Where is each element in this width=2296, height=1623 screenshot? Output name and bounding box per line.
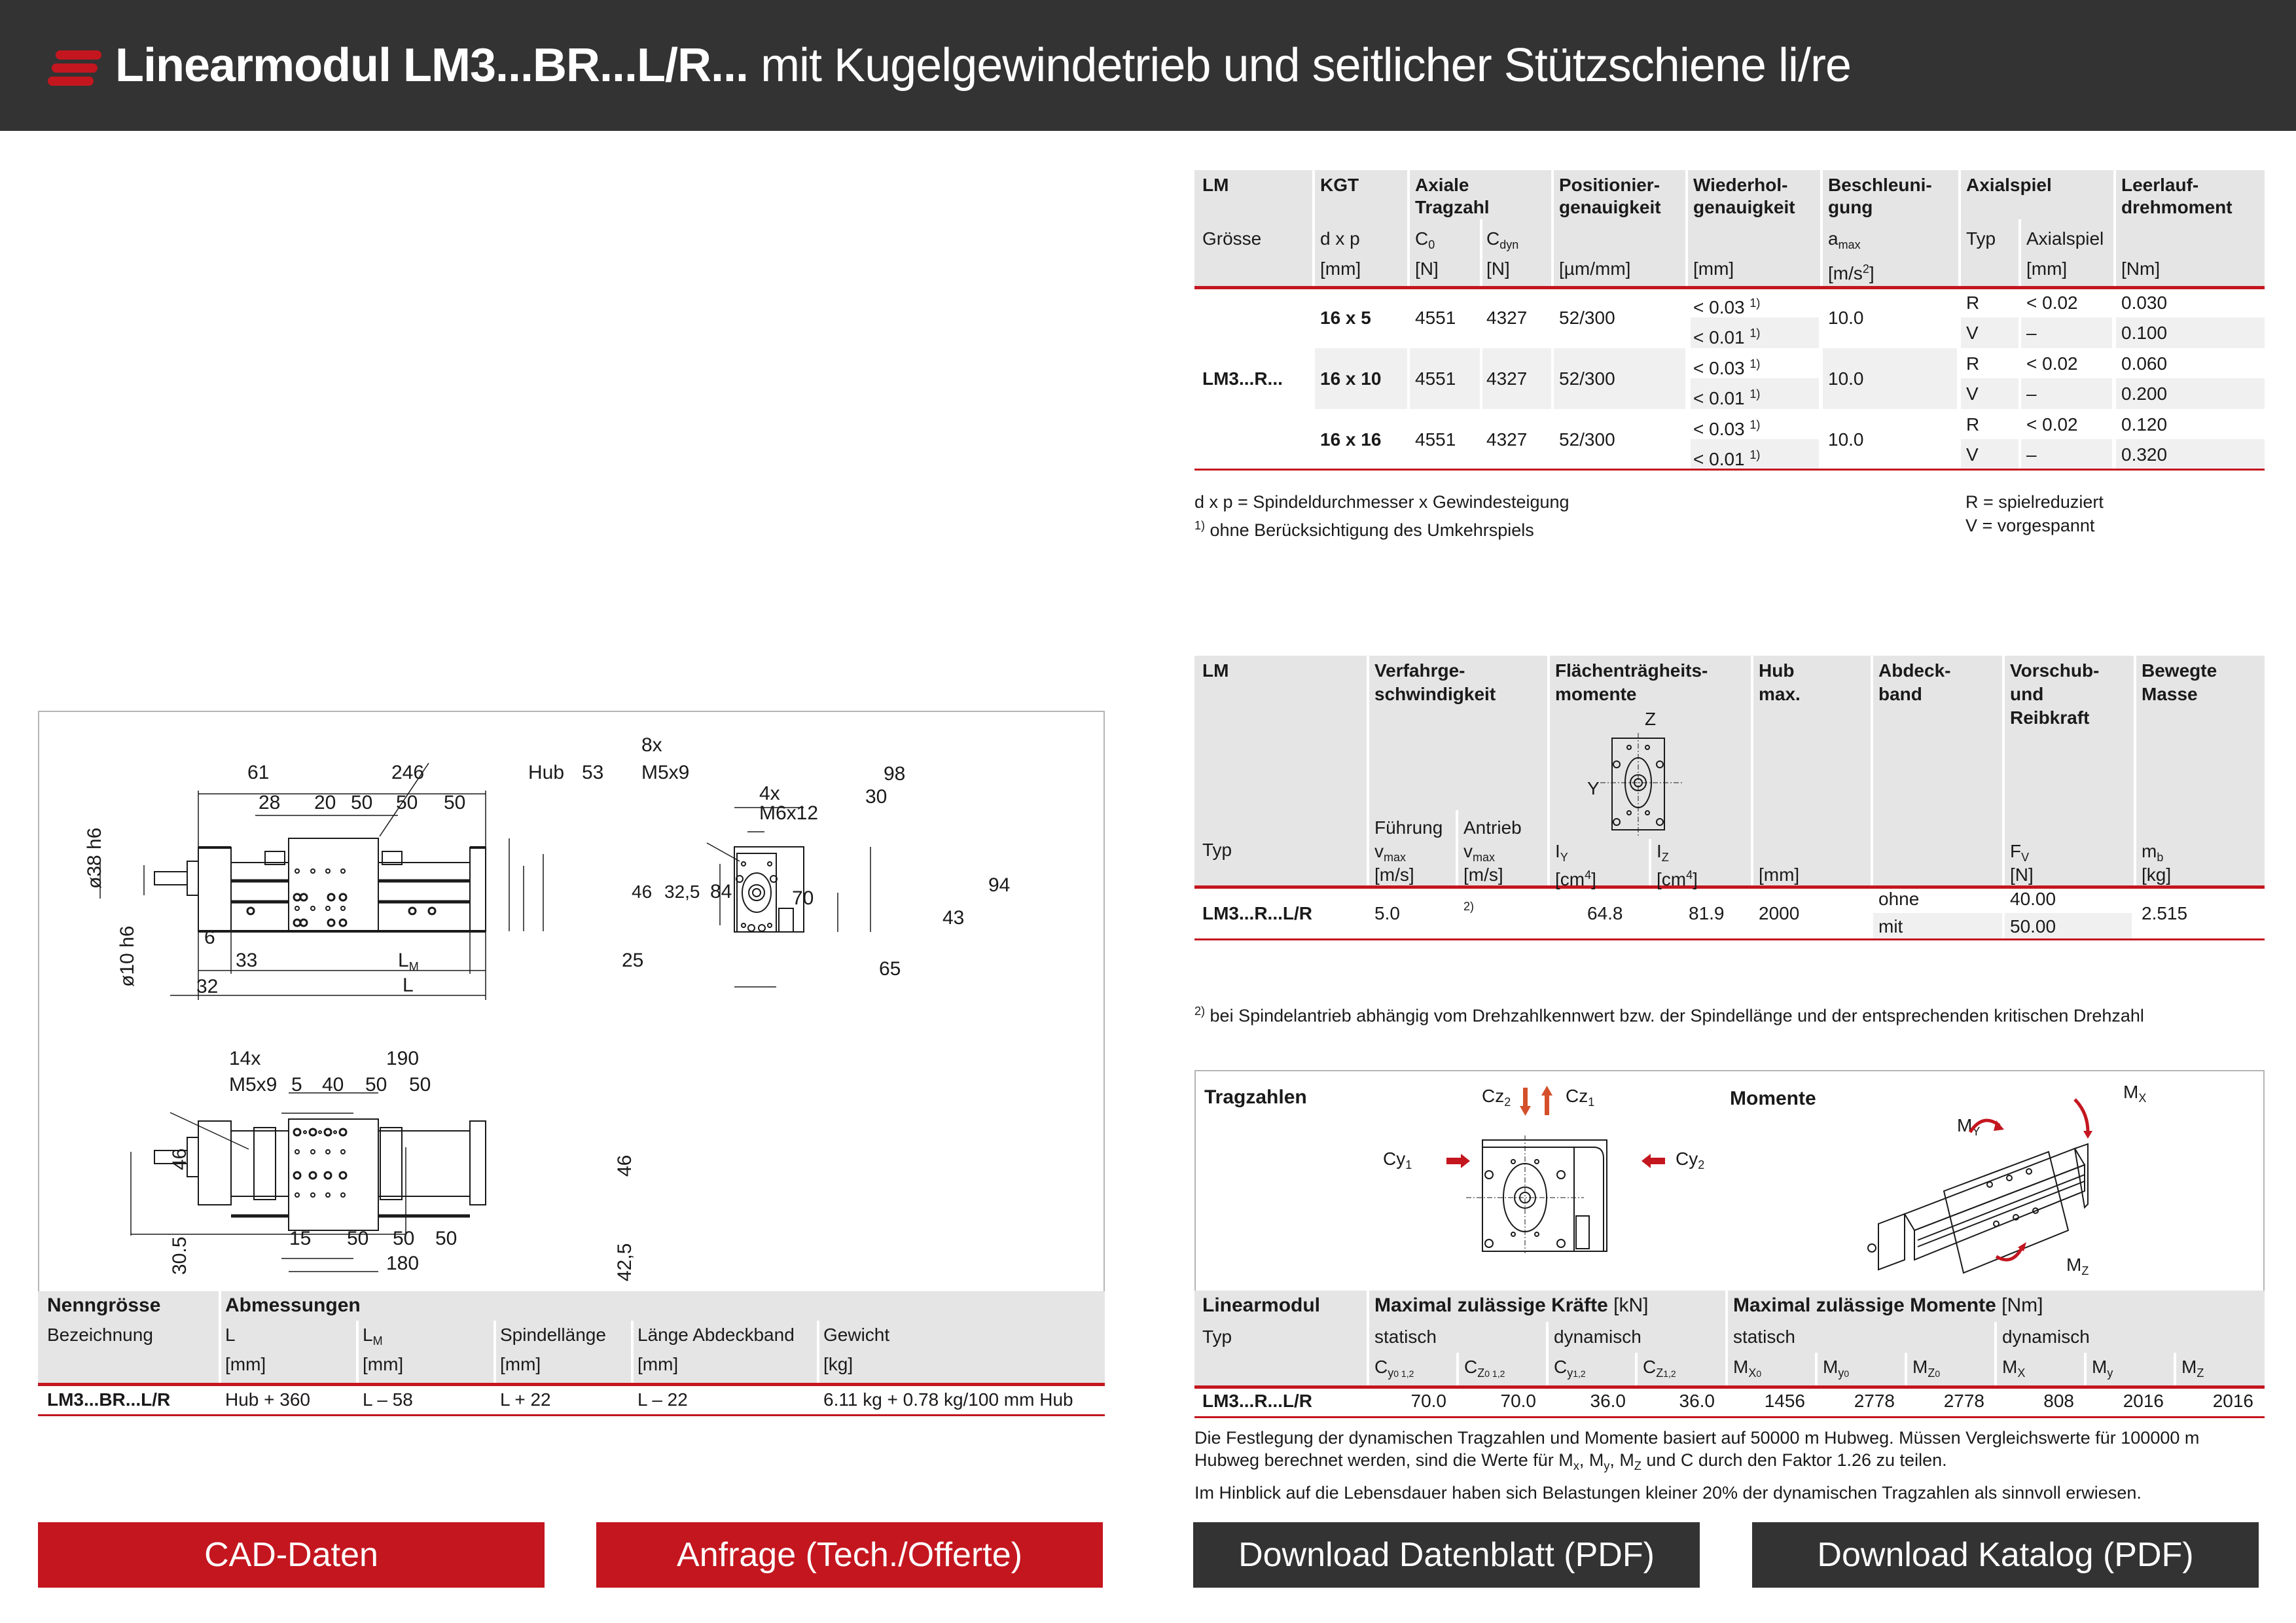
row-l: Hub + 360 — [225, 1389, 310, 1410]
h-wdh-unit: [mm] — [1693, 259, 1734, 279]
load-col-header: $C_{y1,2}$ — [1554, 1357, 1586, 1380]
bottom-dim-50-e: 50 — [435, 1228, 457, 1249]
mz-label: $M_Z$ — [2066, 1255, 2089, 1277]
h-linearmodul: Linearmodul — [1202, 1294, 1321, 1316]
h-cdyn-unit: [N] — [1486, 259, 1510, 279]
col-lm-unit: [mm] — [363, 1354, 404, 1374]
row-lm: L – 58 — [363, 1389, 413, 1410]
wdh: < 0.01 $^{1)}$ — [1693, 327, 1761, 348]
cy1-label: $Cy_1$ — [1383, 1149, 1412, 1171]
typ: V — [1966, 323, 1979, 343]
h-hub-1: Hub — [1759, 660, 1795, 681]
h-momente-dynamisch: dynamisch — [2002, 1327, 2090, 1347]
drawing-labels — [39, 712, 1103, 1291]
dim-33: 33 — [236, 950, 258, 971]
motion-footnote: $^{2)}$ bei Spindelantrieb abhängig vom Drehzahlkennwert bzw. der Spindellänge und der entsprechenden kritischen Drehzahl — [1194, 1005, 2144, 1026]
h-masse-2: Masse — [2142, 684, 2198, 704]
acc: 10.0 — [1828, 308, 1864, 328]
h-verfahr-2: schwindigkeit — [1374, 684, 1496, 704]
bottom-dim-50-c: 50 — [347, 1228, 369, 1249]
download-catalog-button[interactable]: Download Katalog (PDF) — [1752, 1522, 2259, 1588]
h-pos-2: genauigkeit — [1559, 197, 1661, 217]
cy1-arrow-icon — [1446, 1154, 1470, 1168]
h-vmax-f: $v_{max}$ — [1374, 841, 1407, 864]
dim-dia-10: ø10 h6 — [117, 925, 138, 987]
c0: 4551 — [1415, 429, 1456, 450]
spec-note-footnote: $^{1)}$ ohne Berücksichtigung des Umkehrspiels — [1194, 519, 1534, 540]
h-kgt: KGT — [1320, 175, 1359, 195]
dim-20: 20 — [314, 792, 336, 813]
leerlauf: 0.060 — [2121, 353, 2168, 374]
dim-46: 46 — [632, 882, 653, 902]
kgt: 16 x 5 — [1320, 308, 1371, 328]
bottom-dim-5: 5 — [291, 1074, 302, 1096]
col-gewicht: Gewicht — [823, 1325, 890, 1345]
h-vorschub-1: Vorschub- — [2010, 660, 2100, 681]
cross-section-icon — [1600, 733, 1685, 838]
row-typ: LM3...R...L/R — [1202, 1391, 1312, 1411]
row-gewicht: 6.11 kg + 0.78 kg/100 mm Hub — [823, 1389, 1073, 1410]
col-spindellaenge-unit: [mm] — [500, 1354, 541, 1374]
wdh: < 0.01 $^{1)}$ — [1693, 387, 1761, 408]
dim-50-c: 50 — [444, 792, 466, 813]
module-isometric-diagram — [1859, 1086, 2160, 1283]
row-v-fuehrung: 5.0 — [1374, 903, 1400, 923]
h-antrieb: Antrieb — [1463, 817, 1522, 838]
acc: 10.0 — [1828, 368, 1864, 389]
brand-logo-icon — [46, 48, 105, 88]
h-iz: $I_Z$ — [1657, 841, 1669, 864]
spec-note-r: R = spielreduziert — [1965, 492, 2104, 512]
mx-rotation-arrow-icon — [2075, 1099, 2088, 1132]
row-band-ohne: ohne — [1878, 889, 1920, 909]
load-value: 70.0 — [1410, 1391, 1446, 1411]
load-value: 1456 — [1764, 1391, 1805, 1411]
axis-y-label: Y — [1587, 778, 1600, 798]
h-typ: Typ — [1202, 1327, 1232, 1347]
dim-84: 84 — [710, 881, 732, 902]
col-lm: $L_M$ — [363, 1325, 383, 1347]
end-callout-m6x12: M6x12 — [759, 802, 819, 824]
h-flaechen-2: momente — [1555, 684, 1637, 704]
h-v-unit-f: [m/s] — [1374, 865, 1414, 885]
load-directions-diagram — [1427, 1080, 1689, 1257]
load-col-header: $M_{y0}$ — [1823, 1357, 1850, 1380]
h-kraefte: Maximal zulässige Kräfte [kN] — [1374, 1294, 1649, 1316]
dim-l: L — [403, 974, 414, 996]
page-header — [0, 0, 2296, 131]
h-vorschub-2: und — [2010, 684, 2044, 704]
cy2-label: $Cy_2$ — [1676, 1149, 1705, 1171]
h-mb-unit: [kg] — [2142, 865, 2172, 885]
spec-note-dxp: d x p = Spindeldurchmesser x Gewindesteigung — [1194, 492, 1570, 512]
cdyn: 4327 — [1486, 368, 1528, 389]
mx-label: $M_X$ — [2123, 1082, 2147, 1105]
header-nenngroesse: Nenngrösse — [47, 1294, 161, 1316]
h-vorschub-3: Reibkraft — [2010, 707, 2090, 728]
dim-61: 61 — [247, 762, 270, 783]
wdh: < 0.01 $^{1)}$ — [1693, 448, 1761, 469]
callout-m5x9: M5x9 — [641, 762, 690, 783]
col-bezeichnung: Bezeichnung — [47, 1325, 153, 1345]
load-col-header: $M_{Z0}$ — [1912, 1357, 1941, 1380]
load-note-2: Im Hinblick auf die Lebensdauer haben sich Belastungen kleiner 20% der dynamischen Tragzahlen als sinnvoll erwiesen. — [1194, 1483, 2142, 1503]
end-dim-65: 65 — [879, 958, 901, 980]
h-pos-1: Positionier- — [1559, 175, 1660, 195]
load-value: 808 — [2043, 1391, 2074, 1411]
row-fv-mit: 50.00 — [2010, 916, 2056, 936]
load-col-header: $M_Z$ — [2181, 1357, 2204, 1380]
h-masse-1: Bewegte — [2142, 660, 2217, 681]
dim-hub: Hub — [528, 762, 565, 783]
bottom-dim-180: 180 — [386, 1253, 420, 1274]
col-abdeckband-unit: [mm] — [637, 1354, 679, 1374]
typ: R — [1966, 414, 1980, 435]
bottom-dim-30-5: 30.5 — [169, 1236, 190, 1275]
motion-table — [1194, 656, 2265, 940]
h-abdeck-2: band — [1878, 684, 1922, 704]
pos: 52/300 — [1559, 308, 1615, 328]
bottom-dim-50-a: 50 — [365, 1074, 387, 1096]
typ: V — [1966, 383, 1979, 404]
h-hub-unit: [mm] — [1759, 865, 1800, 885]
h-flaechen-1: Flächenträgheits- — [1555, 660, 1708, 681]
h-fuehrung: Führung — [1374, 817, 1443, 838]
spec-table — [1194, 170, 2265, 471]
mz-rotation-arrow-icon — [1996, 1247, 2022, 1260]
end-dim-94: 94 — [988, 874, 1011, 896]
cz2-label: $Cz_2$ — [1482, 1086, 1511, 1109]
dim-lm: $L_M$ — [398, 950, 419, 973]
h-vmax-a: $v_{max}$ — [1463, 841, 1496, 864]
dim-32: 32 — [196, 976, 219, 997]
load-value: 36.0 — [1590, 1391, 1626, 1411]
load-value: 36.0 — [1679, 1391, 1715, 1411]
load-col-header: $M_y$ — [2092, 1357, 2113, 1380]
h-kgt-unit: [mm] — [1320, 259, 1361, 279]
leerlauf: 0.320 — [2121, 444, 2168, 465]
row-fv-ohne: 40.00 — [2010, 889, 2056, 909]
page-title-bold: Linearmodul LM3...BR...L/R... — [115, 39, 749, 92]
end-dim-70: 70 — [792, 887, 814, 909]
row-v-antrieb: 2) — [1463, 900, 1475, 913]
leerlauf: 0.100 — [2121, 323, 2168, 343]
leerlauf: 0.120 — [2121, 414, 2168, 435]
row-spindellaenge: L + 22 — [500, 1389, 551, 1410]
axialspiel: – — [2026, 444, 2037, 465]
bottom-dim-50-d: 50 — [393, 1228, 415, 1249]
h-dxp: d x p — [1320, 228, 1360, 249]
dim-32-5: 32,5 — [664, 882, 700, 902]
row-bezeichnung: LM3...BR...L/R — [47, 1389, 171, 1410]
dim-25: 25 — [622, 950, 644, 971]
col-l-unit: [mm] — [225, 1354, 266, 1374]
typ: V — [1966, 444, 1979, 465]
load-value: 2016 — [2123, 1391, 2164, 1411]
end-dim-30: 30 — [865, 786, 888, 808]
h-acc-1: Beschleuni- — [1828, 175, 1932, 195]
my-label: $M_Y$ — [1957, 1115, 1981, 1138]
end-dim-43: 43 — [942, 907, 965, 929]
h-axiale: Axiale — [1415, 175, 1469, 195]
h-verfahr-1: Verfahrge- — [1374, 660, 1465, 681]
bottom-dim-46-left: 46 — [169, 1148, 190, 1170]
h-tragzahl: Tragzahl — [1415, 197, 1490, 217]
load-col-header: $M_X$ — [2002, 1357, 2026, 1380]
wdh: < 0.03 $^{1)}$ — [1693, 357, 1761, 378]
cz1-label: $Cz_1$ — [1566, 1086, 1595, 1109]
col-abdeckband: Länge Abdeckband — [637, 1325, 795, 1345]
h-v-unit-a: [m/s] — [1463, 865, 1503, 885]
callout-8x: 8x — [641, 734, 662, 756]
bottom-callout-m5x9: M5x9 — [229, 1074, 278, 1096]
leerlauf: 0.200 — [2121, 383, 2168, 404]
col-gewicht-unit: [kg] — [823, 1354, 853, 1374]
h-pos-unit: [µm/mm] — [1559, 259, 1631, 279]
h-kraefte-dynamisch: dynamisch — [1554, 1327, 1641, 1347]
bottom-dim-50-b: 50 — [409, 1074, 431, 1096]
h-amax: $a_{max}$ — [1828, 228, 1861, 251]
load-table — [1194, 1291, 2265, 1418]
h-wdh-2: genauigkeit — [1693, 197, 1795, 217]
axialspiel: < 0.02 — [2026, 293, 2078, 313]
col-spindellaenge: Spindellänge — [500, 1325, 606, 1345]
load-col-header: $C_{Z1,2}$ — [1643, 1357, 1676, 1380]
row-iy: 64.8 — [1587, 903, 1623, 923]
spec-note-v: V = vorgespannt — [1965, 516, 2095, 535]
cad-data-button[interactable]: CAD-Daten — [38, 1522, 545, 1588]
h-fv-unit: [N] — [2010, 865, 2034, 885]
dim-28: 28 — [259, 792, 281, 813]
acc: 10.0 — [1828, 429, 1864, 450]
h-iz-unit: $[cm^4]$ — [1657, 868, 1698, 889]
wdh: < 0.03 $^{1)}$ — [1693, 296, 1761, 317]
bottom-dim-42-5: 42,5 — [614, 1243, 636, 1281]
dim-50-b: 50 — [396, 792, 418, 813]
bottom-dim-40: 40 — [322, 1074, 344, 1096]
h-ll-unit: [Nm] — [2121, 259, 2161, 279]
kgt: 16 x 16 — [1320, 429, 1382, 450]
h-acc-unit: $[m/s^2]$ — [1828, 262, 1874, 283]
h-groesse: Grösse — [1202, 228, 1262, 249]
page-title — [115, 34, 1851, 97]
inquiry-button[interactable]: Anfrage (Tech./Offerte) — [596, 1522, 1103, 1588]
h-iy: $I_Y$ — [1555, 841, 1568, 864]
cz2-arrow-icon — [1520, 1088, 1531, 1116]
download-datasheet-button[interactable]: Download Datenblatt (PDF) — [1193, 1522, 1700, 1588]
bottom-callout-14x: 14x — [229, 1048, 261, 1069]
end-dim-98: 98 — [884, 763, 906, 785]
h-lm: LM — [1202, 175, 1229, 195]
typ: R — [1966, 353, 1980, 374]
load-note-1a: Die Festlegung der dynamischen Tragzahlen und Momente basiert auf 50000 m Hubweg. Müssen Vergleichswerte für 100000 m — [1194, 1428, 2200, 1448]
cz1-arrow-icon — [1541, 1086, 1552, 1115]
load-col-header: $C_{Z0 1,2}$ — [1464, 1357, 1505, 1380]
load-note-1b: Hubweg berechnet werden, sind die Werte für $M_x$, $M_y$, $M_Z$ und C durch den Faktor 1.26 zu teilen. — [1194, 1450, 1947, 1472]
axis-z-label: Z — [1645, 709, 1657, 729]
axialspiel: < 0.02 — [2026, 414, 2078, 435]
load-value: 70.0 — [1500, 1391, 1536, 1411]
h-axialspiel-sub: Axialspiel — [2026, 228, 2104, 249]
bottom-dim-46-right: 46 — [614, 1154, 636, 1177]
leerlauf: 0.030 — [2121, 293, 2168, 313]
h-mb: $m_b$ — [2142, 841, 2164, 864]
load-col-header: $M_{X0}$ — [1733, 1357, 1762, 1380]
row-hub: 2000 — [1759, 903, 1800, 923]
bottom-dim-15: 15 — [289, 1228, 312, 1249]
row-band-mit: mit — [1878, 916, 1903, 936]
h-ll-1: Leerlauf- — [2121, 175, 2199, 195]
axialspiel: – — [2026, 383, 2037, 404]
c0: 4551 — [1415, 308, 1456, 328]
header-abmessungen: Abmessungen — [225, 1294, 361, 1316]
h-cdyn: $C_{dyn}$ — [1486, 228, 1519, 251]
page-title-regular: mit Kugelgewindetrieb und seitlicher Stützschiene li/re — [761, 39, 1851, 92]
h-typ: Typ — [1202, 840, 1232, 860]
dim-50-a: 50 — [351, 792, 373, 813]
h-kraefte-statisch: statisch — [1374, 1327, 1437, 1347]
typ: R — [1966, 293, 1980, 313]
load-value: 2778 — [1943, 1391, 1984, 1411]
h-acc-2: gung — [1828, 197, 1873, 217]
h-wdh-1: Wiederhol- — [1693, 175, 1788, 195]
table-header — [1194, 656, 2265, 885]
h-hub-2: max. — [1759, 684, 1801, 704]
h-iy-unit: $[cm^4]$ — [1555, 868, 1596, 889]
module-isometric-icon — [1868, 1144, 2088, 1273]
h-axialspiel: Axialspiel — [1966, 175, 2052, 195]
end-callout-4x: 4x — [759, 783, 780, 804]
momente-label: Momente — [1730, 1088, 1816, 1109]
col-l: L — [225, 1325, 236, 1345]
dim-53: 53 — [582, 762, 604, 783]
h-ll-2: drehmoment — [2121, 197, 2233, 217]
row-abdeckband: L – 22 — [637, 1389, 688, 1410]
lm-value: LM3...R... — [1202, 368, 1283, 389]
load-col-header: $C_{y0 1,2}$ — [1374, 1357, 1414, 1380]
row-typ: LM3...R...L/R — [1202, 903, 1312, 923]
dim-dia-38: ø38 h6 — [84, 827, 105, 889]
wdh: < 0.03 $^{1)}$ — [1693, 418, 1761, 439]
h-c0-unit: [N] — [1415, 259, 1439, 279]
dimensions-table — [38, 1291, 1105, 1416]
row-mb: 2.515 — [2142, 903, 2188, 923]
tragzahlen-label: Tragzahlen — [1204, 1086, 1307, 1108]
kgt: 16 x 10 — [1320, 368, 1382, 389]
pos: 52/300 — [1559, 429, 1615, 450]
axialspiel: < 0.02 — [2026, 353, 2078, 374]
dim-246: 246 — [391, 762, 425, 783]
cdyn: 4327 — [1486, 308, 1528, 328]
load-value: 2016 — [2212, 1391, 2253, 1411]
cdyn: 4327 — [1486, 429, 1528, 450]
h-c0: $C_0$ — [1415, 228, 1435, 251]
c0: 4551 — [1415, 368, 1456, 389]
h-typ: Typ — [1966, 228, 1996, 249]
cy2-arrow-icon — [1641, 1154, 1665, 1168]
h-abdeck-1: Abdeck- — [1878, 660, 1951, 681]
bottom-dim-190: 190 — [386, 1048, 420, 1069]
axialspiel: – — [2026, 323, 2037, 343]
h-axialspiel-unit: [mm] — [2026, 259, 2068, 279]
end-view-icon — [1466, 1135, 1607, 1253]
pos: 52/300 — [1559, 368, 1615, 389]
load-value: 2778 — [1854, 1391, 1895, 1411]
dim-6: 6 — [204, 927, 215, 948]
h-lm: LM — [1202, 660, 1229, 681]
row-iz: 81.9 — [1689, 903, 1725, 923]
h-momente-statisch: statisch — [1733, 1327, 1795, 1347]
h-fv: $F_V$ — [2010, 841, 2030, 864]
h-momente: Maximal zulässige Momente [Nm] — [1733, 1294, 2043, 1316]
